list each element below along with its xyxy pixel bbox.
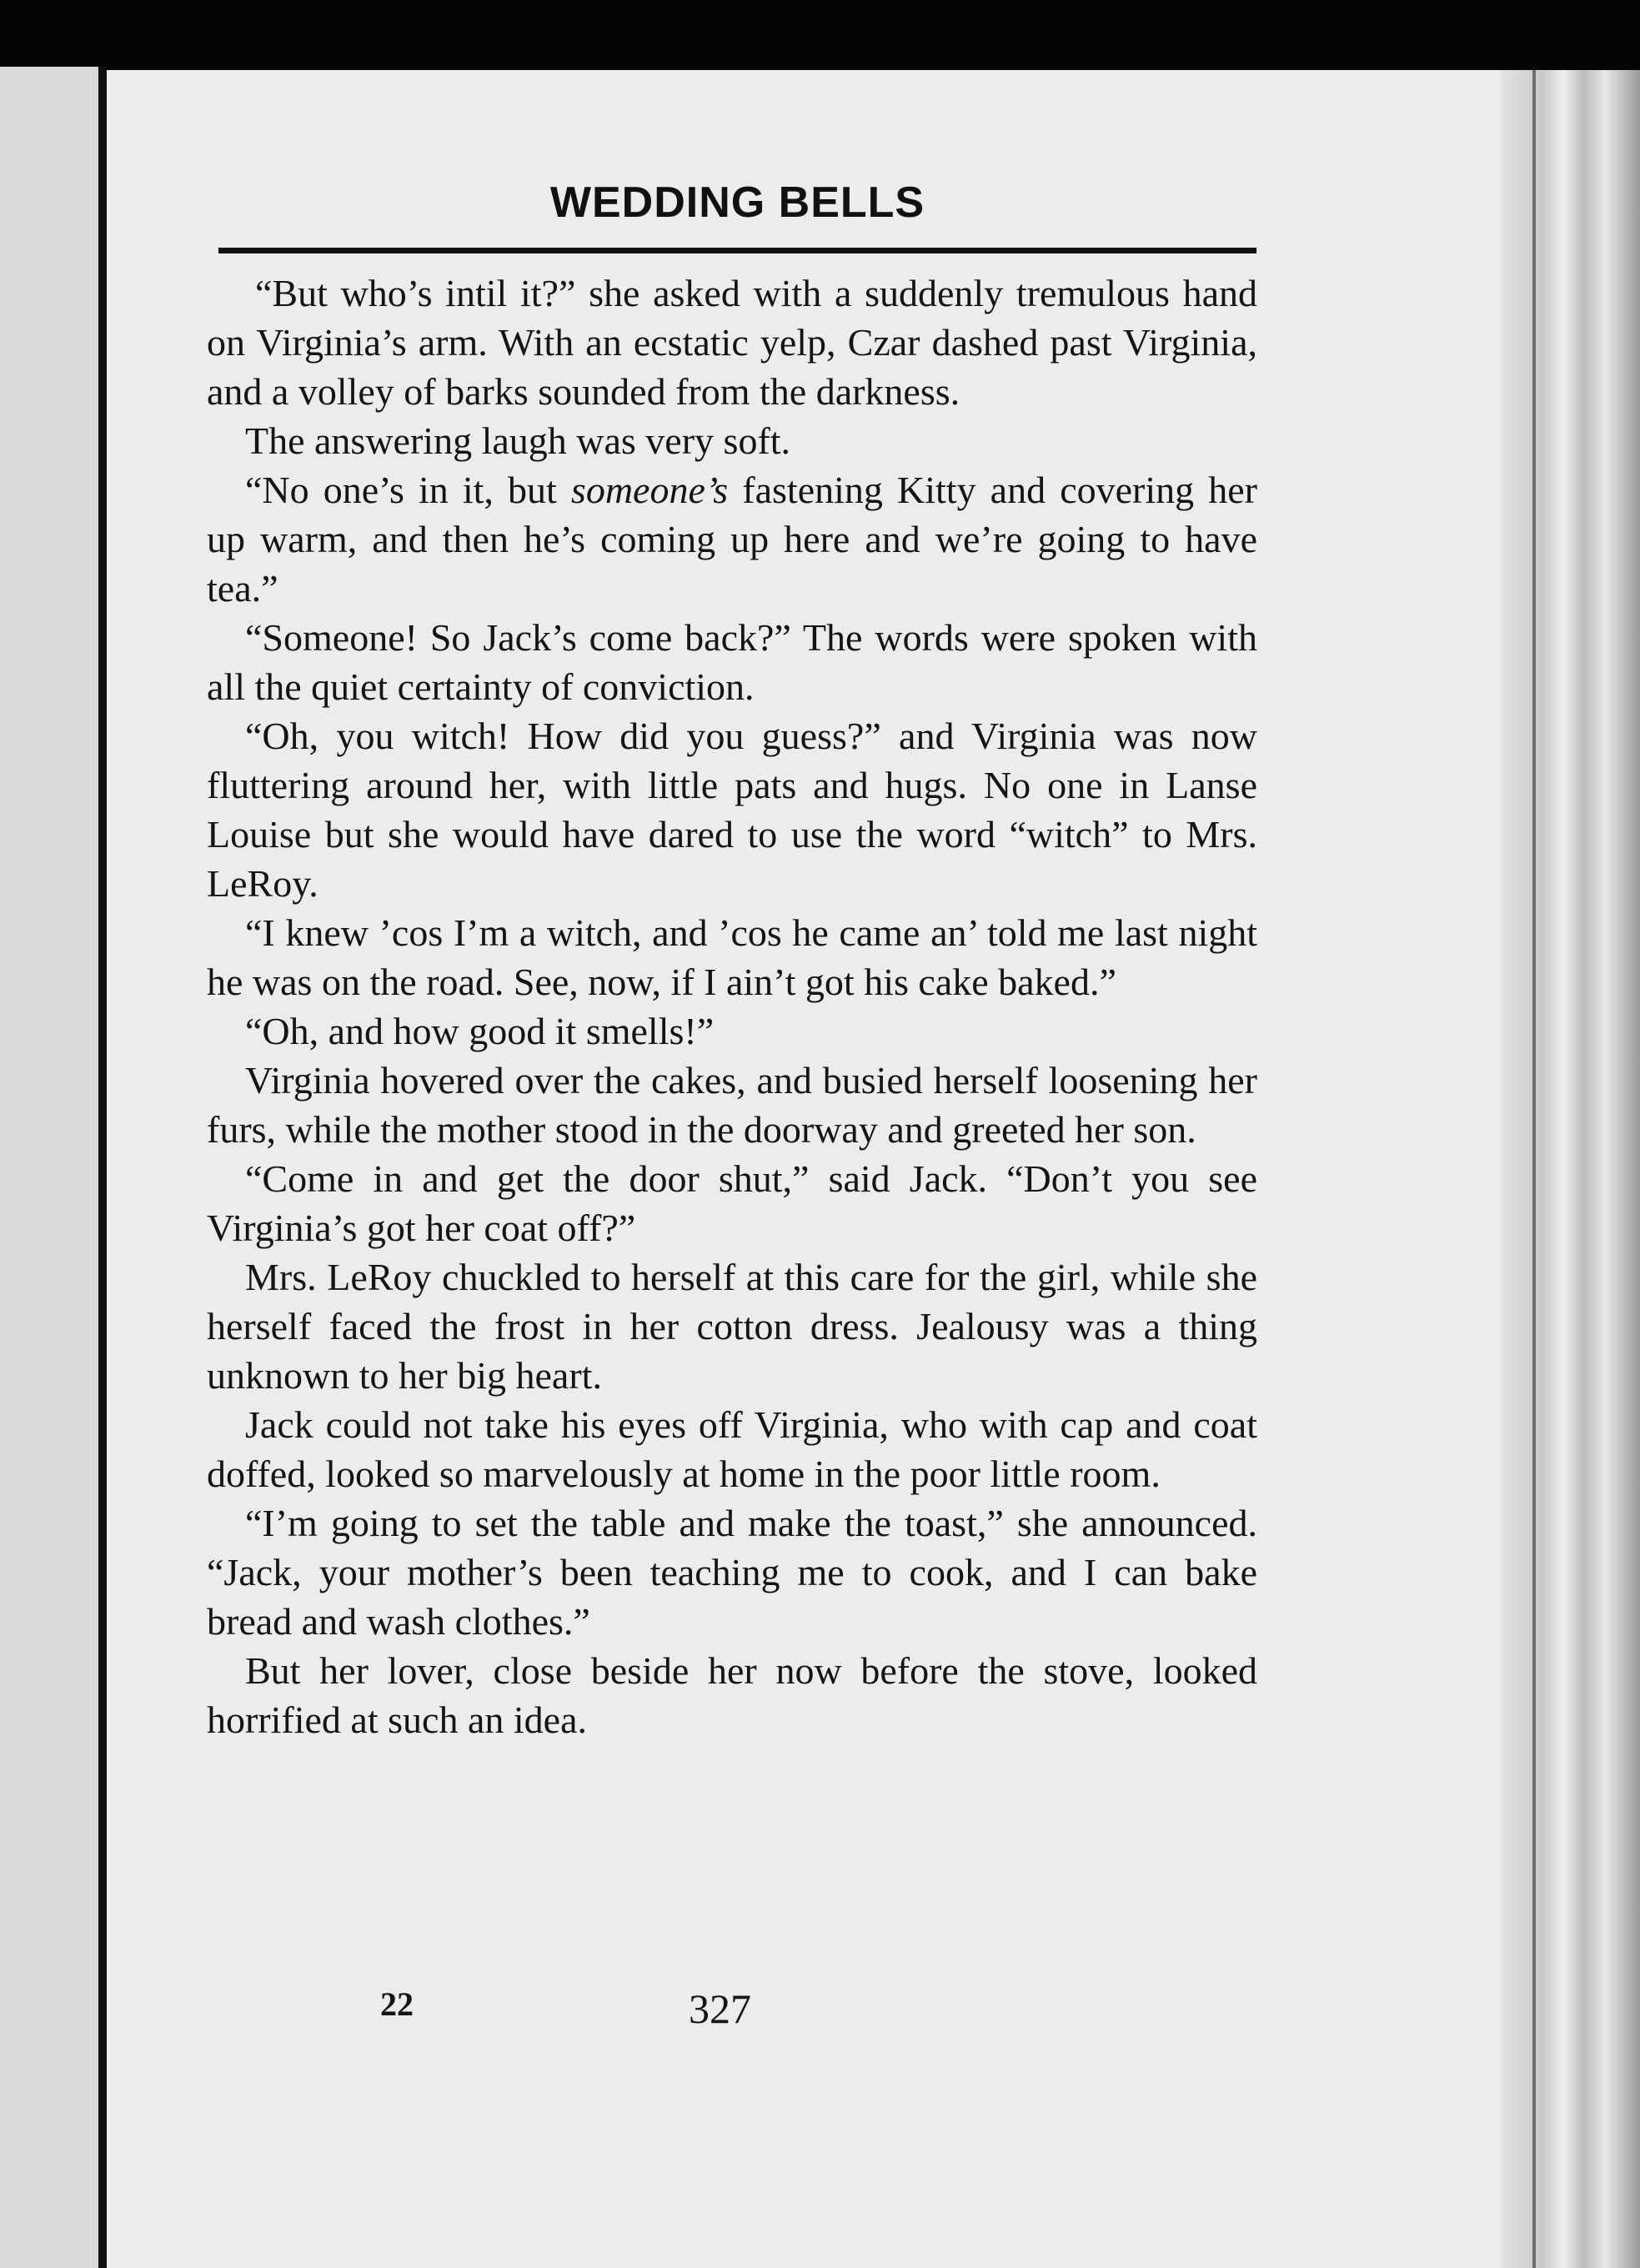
paragraph: The answering laugh was very soft. <box>245 419 791 462</box>
paragraph: Virginia hovered over the cakes, and busied herself loosening her furs, while the mother stood in the doorway and greeted her son. <box>207 1059 1257 1151</box>
paragraph: But her lover, close beside her now before the stove, looked horrified at such an idea. <box>207 1649 1257 1741</box>
paragraph: Mrs. LeRoy chuckled to herself at this care for the girl, while she herself faced the frost in her cotton dress. Jealousy was a thing unknown to her big heart. <box>207 1256 1257 1397</box>
paragraph: “Oh, and how good it smells!” <box>245 1010 715 1052</box>
paragraph: “But who’s intil it?” she asked with a suddenly tremulous hand on Virginia’s arm. With an ecstatic yelp, Czar dashed past Virginia, and a volley of barks sounded from the darkness. <box>207 272 1257 413</box>
paragraph: Jack could not take his eyes off Virginia, who with cap and coat doffed, looked so marvelously at home in the poor little room. <box>207 1403 1257 1495</box>
paragraph: “Someone! So Jack’s come back?” The words were spoken with all the quiet certainty of conviction. <box>207 616 1257 708</box>
running-head: WEDDING BELLS <box>549 178 925 227</box>
facing-page-edge <box>0 67 107 2268</box>
page-number: 327 <box>689 1985 751 2032</box>
paragraph: “I’m going to set the table and make the toast,” she announced. “Jack, your mother’s been teaching me to cook, and I can bake bread and wash clothes.” <box>207 1502 1257 1643</box>
paragraph: “Come in and get the door shut,” said Jack. “Don’t you see Virginia’s got her coat off?” <box>207 1157 1257 1249</box>
header-rule <box>218 248 1256 253</box>
page-fore-edge <box>1501 70 1640 2268</box>
paragraph: “I knew ’cos I’m a witch, and ’cos he came an’ told me last night he was on the road. See, now, if I ain’t got his cake baked.” <box>207 911 1257 1003</box>
body-text <box>207 268 1257 1744</box>
signature-mark: 22 <box>380 1985 414 2023</box>
paragraph: “Oh, you witch! How did you guess?” and Virginia was now fluttering around her, with little pats and hugs. No one in Lanse Louise but she would have dared to use the word “witch” to Mrs. LeRoy. <box>207 715 1257 905</box>
paragraph: “No one’s in it, but someone’s fastening Kitty and covering her up warm, and then he’s coming up here and we’re going to have tea.” <box>207 469 1257 610</box>
page-edge-line <box>1532 70 1536 2268</box>
